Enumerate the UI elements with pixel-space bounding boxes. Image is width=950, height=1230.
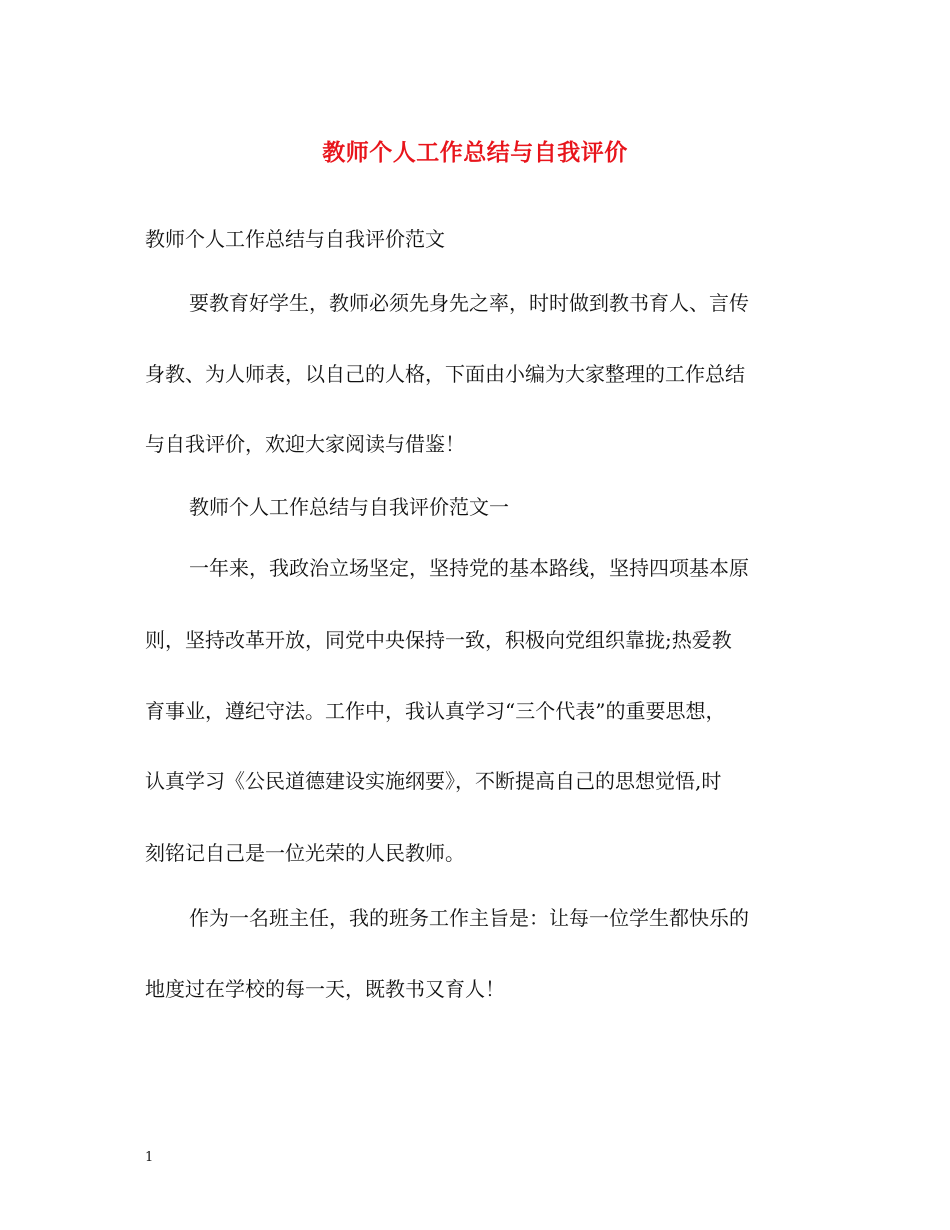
document-subheading: 教师个人工作总结与自我评价范文 [145,227,445,251]
paragraph-line: 认真学习《公民道德建设实施纲要》，不断提高自己的思想觉悟,时 [145,769,722,793]
paragraph-line: 刻铭记自己是一位光荣的人民教师。 [145,841,465,865]
paragraph-line: 则，坚持改革开放，同党中央保持一致，积极向党组织靠拢;热爱教 [145,628,732,652]
paragraph-line: 作为一名班主任，我的班务工作主旨是：让每一位学生都快乐的 [189,906,749,930]
paragraph-line: 地度过在学校的每一天，既教书又育人！ [145,977,505,1001]
paragraph-line: 与自我评价，欢迎大家阅读与借鉴！ [145,432,465,456]
paragraph-line: 要教育好学生，教师必须先身先之率，时时做到教书育人、言传 [189,291,749,315]
section-heading: 教师个人工作总结与自我评价范文一 [189,495,509,519]
paragraph-line: 一年来，我政治立场坚定，坚持党的基本路线，坚持四项基本原 [189,556,749,580]
paragraph-line: 育事业，遵纪守法。工作中，我认真学习“三个代表”的重要思想， [145,699,726,723]
paragraph-line: 身教、为人师表，以自己的人格，下面由小编为大家整理的工作总结 [145,362,745,386]
page-number: 1 [145,1150,154,1165]
document-title: 教师个人工作总结与自我评价 [322,139,628,166]
